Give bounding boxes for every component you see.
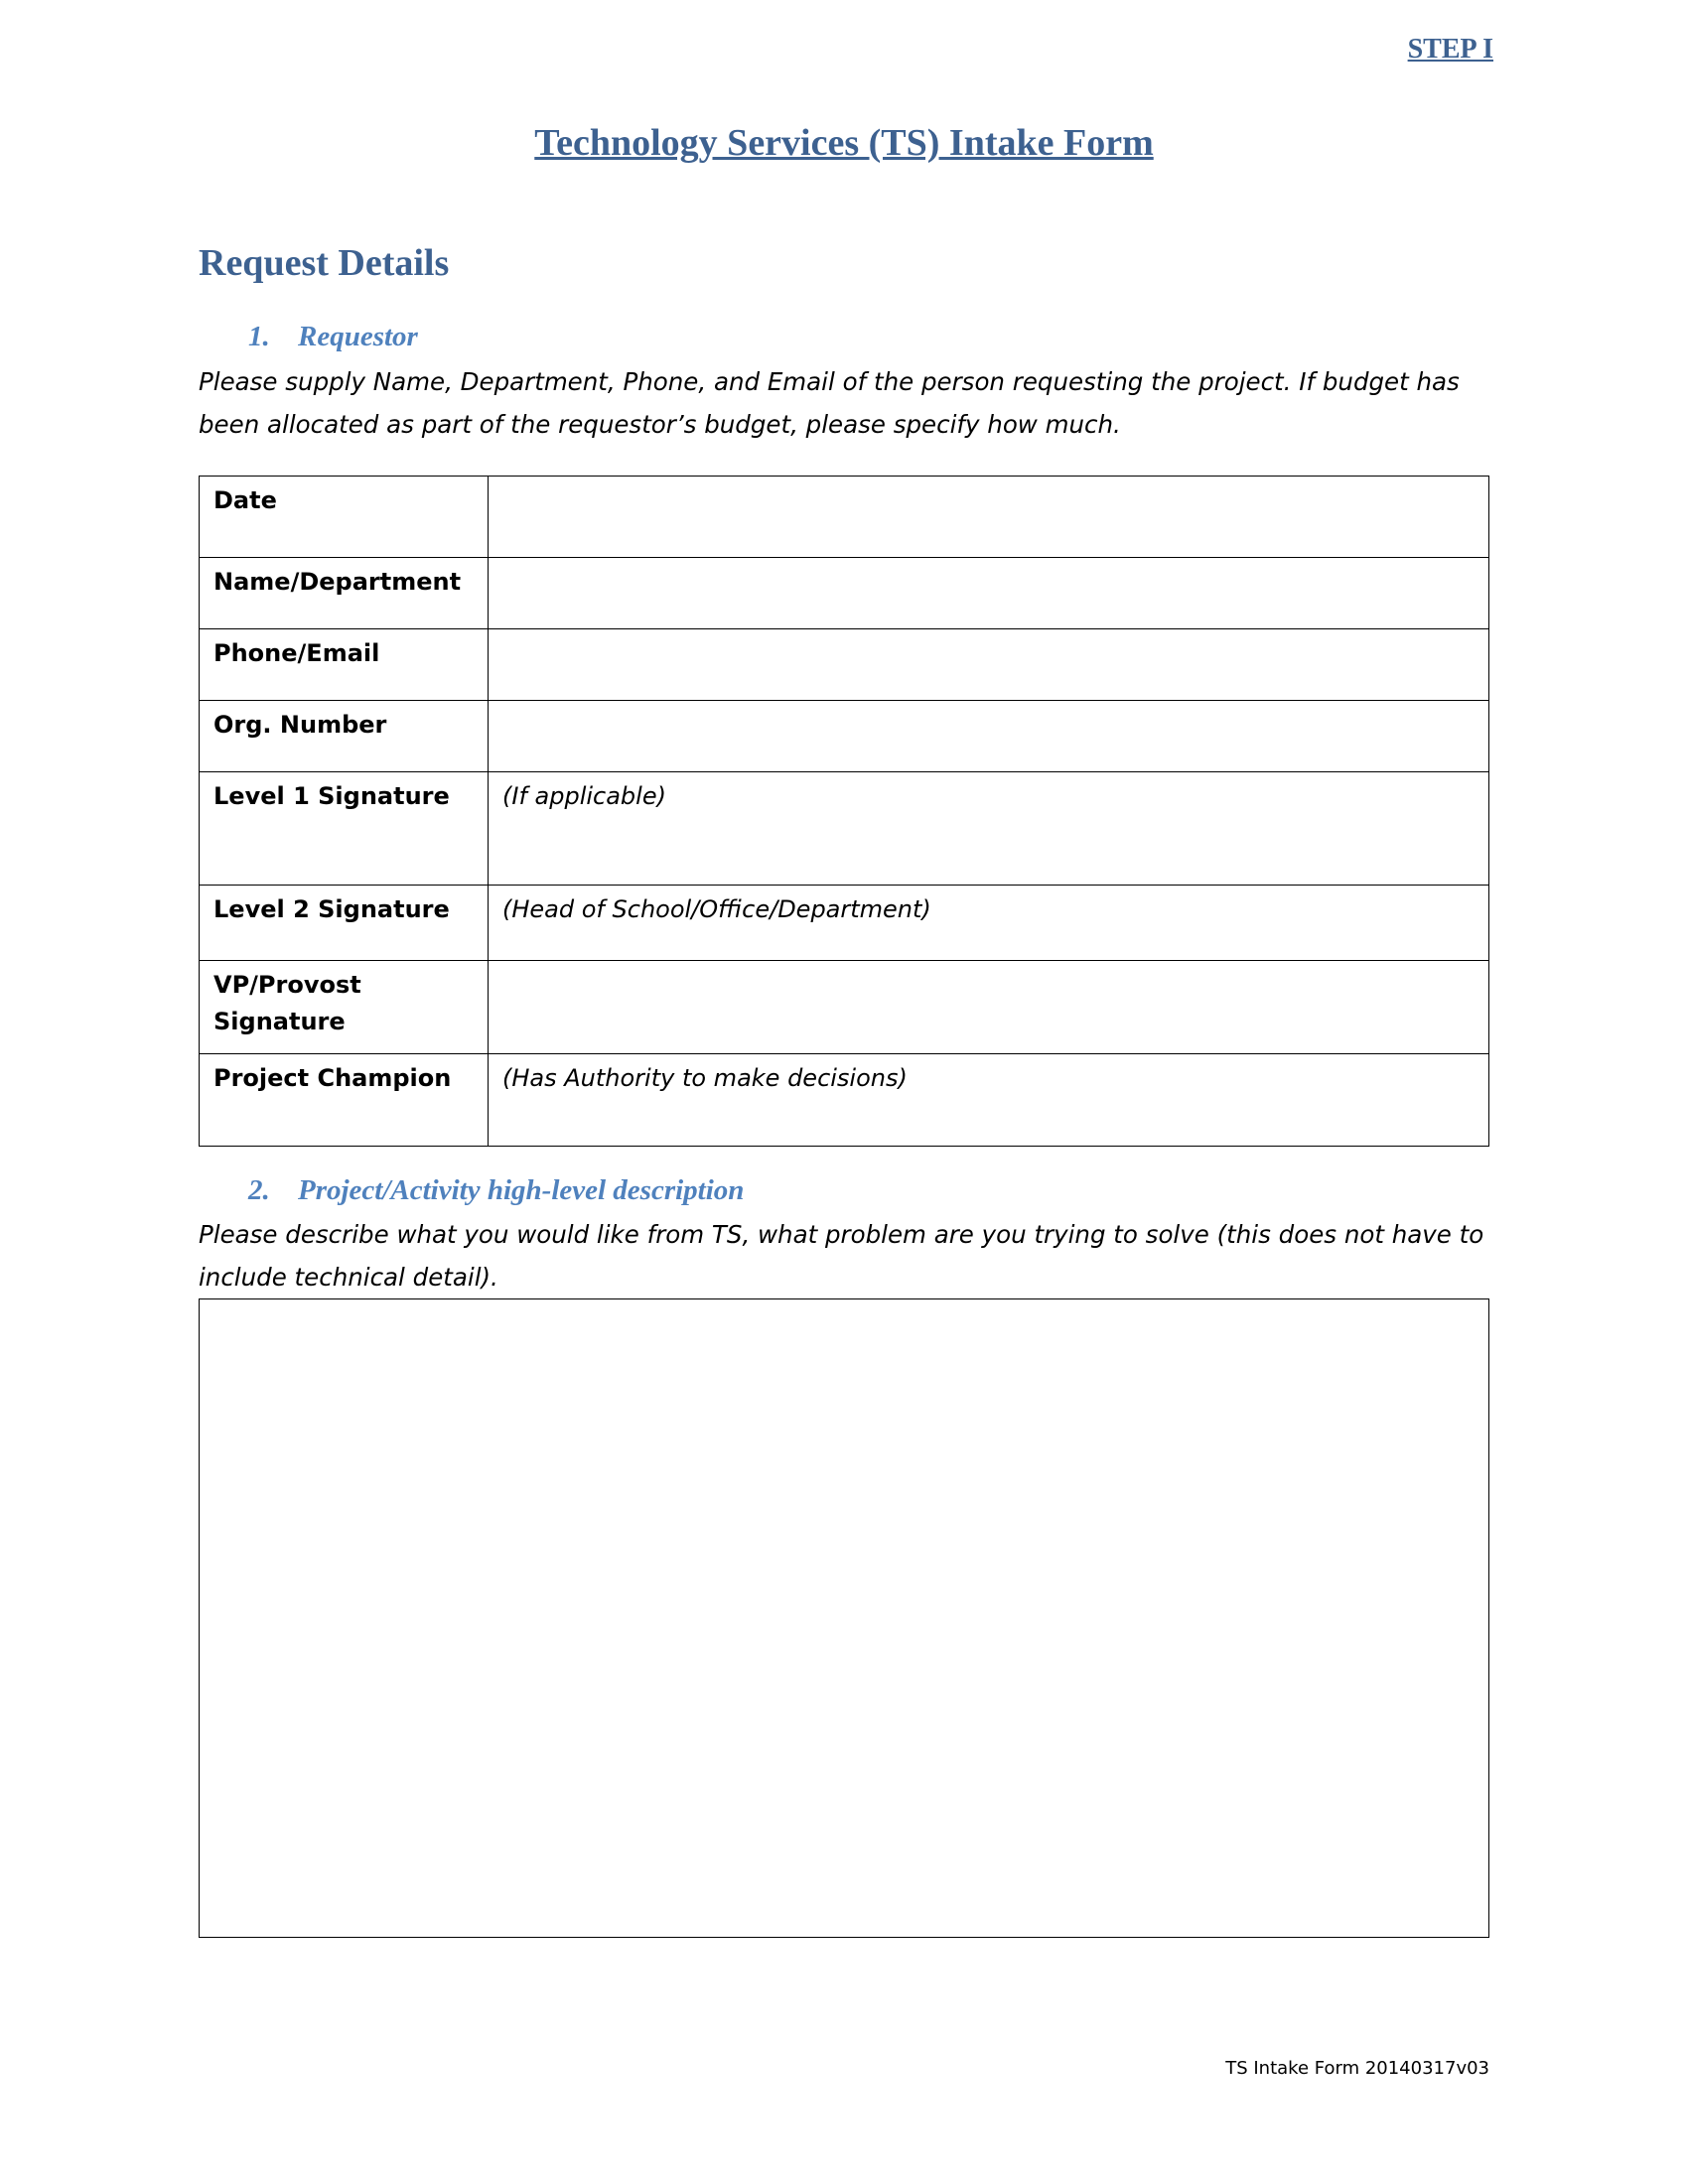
level2-signature-field[interactable]: (Head of School/Office/Department) bbox=[489, 886, 1489, 961]
requestor-heading-text: Requestor bbox=[298, 321, 418, 352]
row-label-phone-email: Phone/Email bbox=[200, 629, 489, 701]
table-row-org-number bbox=[200, 701, 1489, 772]
row-label-vp-provost-signature: VP/Provost Signature bbox=[200, 961, 489, 1054]
table-row-level1-signature bbox=[200, 772, 1489, 886]
table-row-vp-provost-signature bbox=[200, 961, 1489, 1054]
date-field[interactable] bbox=[489, 477, 1489, 558]
requestor-heading-number: 1. bbox=[248, 321, 270, 352]
step-label: STEP I bbox=[1407, 34, 1493, 65]
org-number-field[interactable] bbox=[489, 701, 1489, 772]
table-row-level2-signature bbox=[200, 886, 1489, 961]
row-label-level2-signature: Level 2 Signature bbox=[200, 886, 489, 961]
table-row-phone-email bbox=[200, 629, 1489, 701]
requestor-heading bbox=[248, 321, 418, 353]
page-title: Technology Services (TS) Intake Form bbox=[534, 122, 1154, 164]
description-heading-text: Project/Activity high-level description bbox=[298, 1174, 745, 1206]
row-label-date: Date bbox=[200, 477, 489, 558]
vp-provost-signature-field[interactable] bbox=[489, 961, 1489, 1054]
table-row-project-champion bbox=[200, 1054, 1489, 1147]
row-label-level1-signature: Level 1 Signature bbox=[200, 772, 489, 886]
project-champion-field[interactable]: (Has Authority to make decisions) bbox=[489, 1054, 1489, 1147]
row-label-project-champion: Project Champion bbox=[200, 1054, 489, 1147]
section-heading: Request Details bbox=[199, 242, 450, 284]
name-department-field[interactable] bbox=[489, 558, 1489, 629]
table-row-name-department bbox=[200, 558, 1489, 629]
requestor-table bbox=[199, 476, 1489, 1147]
description-instructions: Please describe what you would like from TS, what problem are you trying to solve (this does not have to include technical detail). bbox=[199, 1220, 1484, 1292]
description-heading bbox=[248, 1174, 744, 1207]
footer-version: TS Intake Form 20140317v03 bbox=[1225, 2058, 1489, 2079]
description-box[interactable] bbox=[199, 1298, 1489, 1938]
level1-signature-field[interactable]: (If applicable) bbox=[489, 772, 1489, 886]
row-label-name-department: Name/Department bbox=[200, 558, 489, 629]
requestor-instructions: Please supply Name, Department, Phone, and Email of the person requesting the project. If budget has been allocated as part of the requestor’s budget, please specify how much. bbox=[199, 367, 1460, 439]
phone-email-field[interactable] bbox=[489, 629, 1489, 701]
table-row-date bbox=[200, 477, 1489, 558]
row-label-org-number: Org. Number bbox=[200, 701, 489, 772]
description-heading-number: 2. bbox=[248, 1174, 270, 1206]
